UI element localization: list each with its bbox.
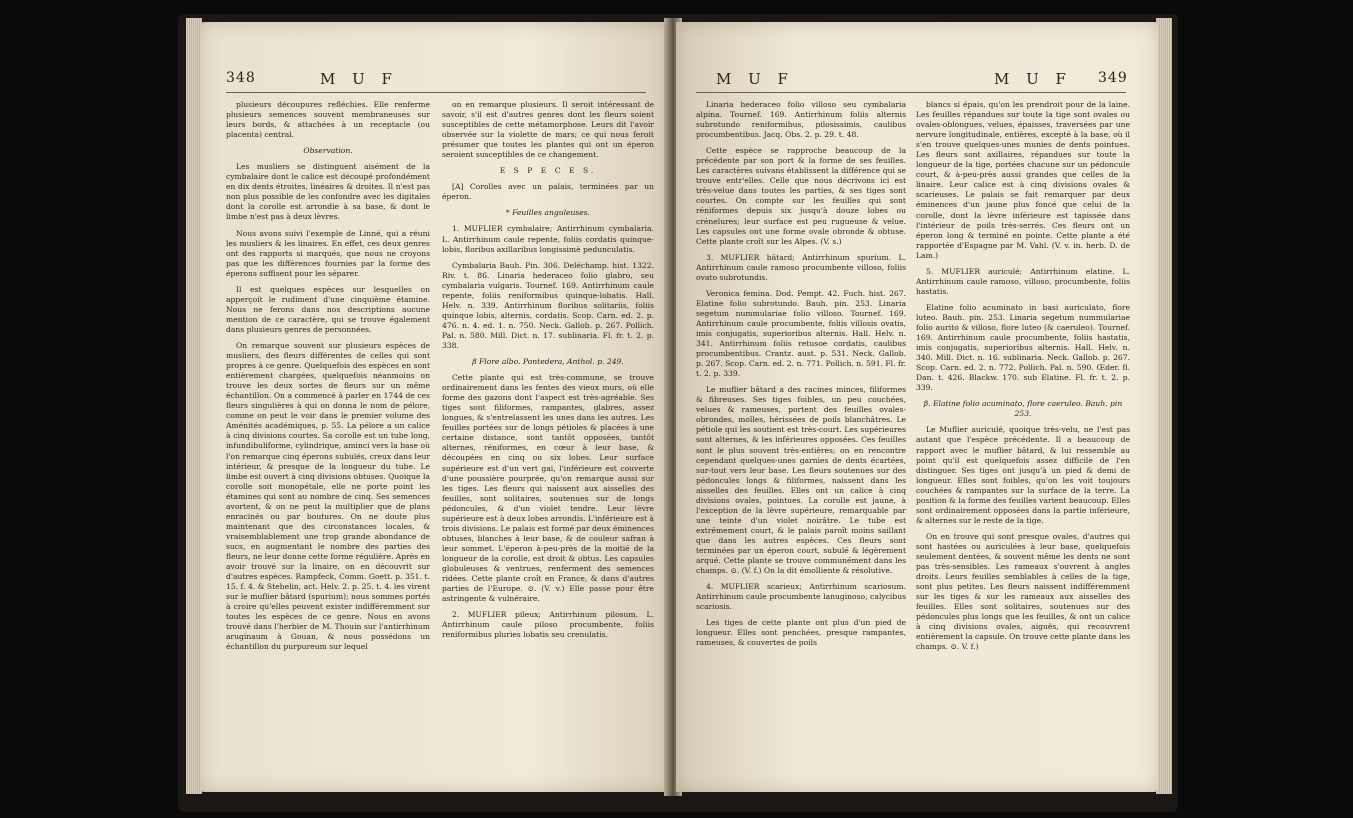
paragraph: Elatine folio acuminato in basi auriculato, flore luteo. Bauh. pin. 253. Linaria segetum nummulariae folio aurito & villoso, flore luteo (& caeruleo). Tournef. 169. Antirrhinum caule procumbente, foliis hastatis, imis conjugatis, superioribus alternis. Hall. Helv. n. 340. Mill. Dict. n. 16. sublinaria. Neck. Gallob. p. 267. Scop. Carn. ed. 2. n. 772. Pollich. Pal. n. 590. Œder. fl. Dan. t. 426. Blackw. 170. sub Elatine. Fl. fr. t. 2. p. 339. (916, 302, 1130, 393)
paragraph: 2. MUFLIER pileux; Antirrhinum pilosum. L. Antirrhinum caule piloso procumbente, foliis reniformibus pluries lobatis seu crenulatis. (442, 610, 654, 640)
paragraph: β. Elatine folio acuminato, flore caeruleo. Bauh. pin 253. (923, 399, 1123, 419)
paragraph: Le muflier bâtard a des racines minces, filiformes & fibreuses. Ses tiges foibles, un peu couchées, velues & rameuses, portent des feuilles ovales-obrondes, molles, hérissées de poils blanchâtres. Le pétiole qui les soutient est très-court. Les supérieures sont alternes, & les inférieures opposées. Ces feuilles sont le plus souvent très-entières; on en rencontre cependant quelques-unes garnies de dents écartées, sur-tout vers leur base. Les fleurs soutenues sur des pédoncules longs & filiformes, naissent dans les aisselles des feuilles. Elles ont un calice à cinq divisions ovales, pointues. La corolle est jaune, à l'exception de la lèvre supérieure, remarquable par une teinte d'un violet noirâtre. Le tube est extrêmement court, & le palais paroît moins saillant que dans les autres espèces. Ces fleurs sont terminées par un éperon court, subulé & légèrement arqué. Cette plante se trouve communément dans les champs. ⊙. (V. f.) On la dit émolliente & résolutive. (696, 385, 906, 576)
right-column-2 (916, 100, 1130, 780)
right-running-head-right: M U F (994, 70, 1072, 88)
left-page-number: 348 (226, 70, 256, 86)
paragraph: E S P E C E S. (499, 166, 597, 176)
left-header-rule (226, 92, 646, 93)
left-page (200, 22, 670, 792)
paragraph: Il est quelques espèces sur lesquelles on apperçoit le rudiment d'une cinquième étamine. Nous ne ferons dans nos descriptions aucune mention de ce caractère, qui se trouve également dans plusieurs genres de personnées. (226, 284, 430, 334)
paragraph: Cette espèce se rapproche beaucoup de la précédente par son port & la forme de ses feuilles. Les caractères suivans établissent la différence qui se trouve entr'elles. Celle que nous décrivons ici est très-velue dans toutes les parties, & ses tiges sont courtes. On compte sur les feuilles qui sont réniformes depuis six jusqu'à douze lobes ou crénelures; leur surface est peu rugueuse & velue. Les capsules ont une forme ovale obronde & obtuse. Cette plante croît sur les Alpes. (V. s.) (696, 146, 906, 246)
paragraph: Cette plante qui est très-commune, se trouve ordinairement dans les fentes des vieux murs, où elle forme des gazons dont l'aspect est très-agréable. Ses tiges sont filiformes, rampantes, glabres, assez longues, & s'entrelassent les unes dans les autres. Les feuilles portées sur de longs pétioles & placées à une certaine distance, sont tantôt opposées, tantôt alternes, réniformes, en cœur à leur base, & découpées en cinq ou six lobes. Leur surface supérieure est d'un vert gai, l'inférieure est couverte d'une poussière pourprée, qu'on remarque aussi sur les tiges. Les fleurs qui naissent aux aisselles des feuilles, sont solitaires, soutenues sur de longs pédoncules, & d'un violet tendre. Leur lèvre supérieure est à deux lobes arrondis. L'inférieure est à trois divisions. Le palais est formé par deux éminences obtuses, blanches à leur base, & de couleur safran à leur sommet. L'éperon à-peu-près de la moitié de la longueur de la corolle, est droit & obtus. Les capsules globuleuses & ventrues, renferment des semences ridées. Cette plante croît en France, & dans d'autres parties de l'Europe. ⊙. (V. v.) Elle passe pour être astringente & vulnéraire. (442, 373, 654, 604)
right-page-edges (1156, 18, 1172, 794)
paragraph: Les musliers se distinguent aisément de la cymbalaire dont le calice est découpé profondément en dix dents étroites, linéaires & droites. Il n'est pas non plus possible de les confondre avec les digitales dont la corolle est arrondie à sa base, & dont le limbe n'est pas à deux lèvres. (226, 162, 430, 222)
paragraph: 1. MUFLIER cymbalaire; Antirrhinum cymbalaria. L. Antirrhinum caule repente, foliis cordatis quinque-lobis, floribus axillaribus longissimè pedunculatis. (442, 224, 654, 254)
paragraph: Nous avons suivi l'exemple de Linné, qui a réuni les musliers & les linaires. En effet, ces deux genres ont des rapports si marqués, que nous ne croyons pas que les différences fournies par la forme des éperons suffisent pour les séparer. (226, 228, 430, 278)
left-running-head: M U F (320, 70, 398, 88)
paragraph: 4. MUFLIER scarieux; Antirrhinum scariosum. Antirrhinum caule procumbente lanuginoso, calycibus scariosis. (696, 582, 906, 612)
right-page-number: 349 (1098, 70, 1128, 86)
right-page (676, 22, 1158, 792)
left-column-1 (226, 100, 430, 780)
paragraph: blancs si épais, qu'on les prendroit pour de la laine. Les feuilles répandues sur toute la tige sont ovales ou ovales-oblongues, velues, épaisses, traversées par une nervure longitudinale, entières, excepté à la base, où il s'en trouve quelques-unes munies de dents pointues. Les fleurs sont axillaires, répandues sur toute la longueur de la tige, portées chacune sur un pédoncule court, & à-peu-près aussi grandes que celles de la linaire. Leur calice est à cinq divisions ovales & scarieuses. Le palais se fait remarquer par deux éminences d'un jaune plus foncé que celui de la corolle, dont la lèvre inférieure est tapissée dans l'intérieur de poils très-serrés. Ces fleurs ont un éperon long & terminé en pointe. Cette plante a été rapportée d'Espagne par M. Vahl. (V. v. in. herb. D. de Lam.) (916, 100, 1130, 260)
paragraph: Observation. (303, 146, 353, 156)
paragraph: plusieurs découpures refléchies. Elle renferme plusieurs semences souvent membraneuses sur leurs bords, & attachées à un receptacle (ou placenta) central. (226, 100, 430, 140)
paragraph: β Flore albo. Pontedera, Anthol. p. 249. (472, 357, 624, 367)
right-running-head-left: M U F (716, 70, 794, 88)
right-column-1 (696, 100, 906, 780)
paragraph: Cymbalaria Bauh. Pin. 306. Deléchamp. hist. 1322. Riv. t. 86. Linaria hederaceo folio glabro, seu cymbalaria vulgaris. Tournef. 169. Antirrhinum caule repente, foliis reniformibus quinque-lobatis. Hall. Helv. n. 339. Antirrhinum floribus solitariis, foliis quinque lobis, alternis, cordatis. Scop. Carn. ed. 2. p. 476. n. 4. ed. 1. n. 750. Neck. Gallob. p. 267. Pollich. Pal. n. 580. Mill. Dict. n. 17. sublinaria. Fl. fr. t. 2. p. 338. (442, 260, 654, 350)
paragraph: Linaria hederaceo folio villoso seu cymbalaria alpina. Tournef. 169. Antirrhinum foliis alternis subrotundo reniformibus, pilosissimis, caulibus procumbentibus. Jacq. Obs. 2. p. 29. t. 48. (696, 100, 906, 140)
paragraph: 3. MUFLIER bâtard; Antirrhinum spurium. L. Antirrhinum caule ramoso procumbente villoso, foliis ovato subrotundis. (696, 252, 906, 282)
paragraph: On remarque souvent sur plusieurs espèces de musliers, des fleurs différentes de celles qui sont propres à ce genre. Quelquefois des espèces en sont entièrement chargées, quelquefois néanmoins on trouve les deux sortes de fleurs sur un même échantillon. On a commencé à parler en 1744 de ces fleurs singulières à qui on donna le nom de pélore, comme on peut le voir dans le premier volume des Aménités académiques, p. 55. La pélore a un calice à cinq divisions courtes. Sa corolle est un tube long, infundibuliforme, cylindrique, aminci vers la base où l'on remarque cinq éperons subulés, creux dans leur intérieur, & presque de la longueur du tube. Le limbe est ouvert à cinq divisions obtuses. Quoique la corolle soit monopétale, elle ne porte point les étamines qui sont au nombre de cinq. Ses semences avortent, & on ne peut la multiplier que de plans enracinés ou par boutures. On ne doute plus maintenant que des circonstances locales, & vraisemblablement une trop grande abondance de sucs, en augmentant le nombre des parties des fleurs, ne leur donne cette forme régulière. Après en avoir trouvé sur la linaire, on en découvrit sur d'autres espèces. Rampfeck, Comm. Goett. p. 351. t. 15. f. 4. & Stehelin, act. Helv. 2. p. 25. t. 4. les virent sur le muflier bâtard (spurium); nous sommes portés à croire qu'elles peuvent exister indifféremment sur toutes les espèces de ce genre. Nous en avons trouvé dans l'herbier de M. Thouin sur l'antirrhinum aruginaum à Gouan, & nous possédons un échantillon du purpureum sur lequel (226, 340, 430, 652)
paragraph: Le Muflier auriculé, quoique très-velu, ne l'est pas autant que l'espèce précédente. Il a beaucoup de rapport avec le muflier bâtard, & lui ressemble au point qu'il est quelquefois assez difficile de l'en distinguer. Ses tiges ont jusqu'à un pied & demi de longueur. Elles sont foibles, qu'on les voit toujours couchées & rampantes sur la surface de la terre. La position & la forme des feuilles varient beaucoup. Elles sont ordinairement opposées dans la partie inférieure, & alternes sur le reste de la tige. (916, 425, 1130, 525)
paragraph: on en remarque plusieurs. Il seroit intéressant de savoir, s'il est d'autres genres dont les fleurs soient susceptibles de cette métamorphose. Leurs dit l'avoir observée sur la violette de mars; ce qui nous feroit présumer que toutes les plantes qui ont un éperon seroient susceptibles de ce changement. (442, 100, 654, 160)
paragraph: Veronica femina. Dod. Pempt. 42. Fuch. hist. 267. Elatine folio subrotundo. Bauh. pin. 253. Linaria segetum nummulariae folio villoso. Tournef. 169. Antirrhinum caule procumbente, foliis villosis ovatis, imis conjugatis, superioribus alternis. Hall. Helv. n. 341. Antirrhinum foliis retusoe cordatis, caulibus procumbentibus. Crantz. aust. p. 531. Neck. Gallob. p. 267. Scop. Carn. ed. 2. n. 771. Pollich. n. 591. Fl. fr. t. 2. p. 339. (696, 288, 906, 379)
paragraph: [A] Corolles avec un palais, terminées par un éperon. (442, 182, 654, 202)
paragraph: 5. MUFLIER auriculé; Antirrhinum elatine. L. Antirrhinum caule ramoso, villoso, procumbente, foliis hastatis. (916, 266, 1130, 296)
right-header-rule (696, 92, 1126, 93)
paragraph: * Feuilles anguleuses. (505, 208, 591, 218)
paragraph: Les tiges de cette plante ont plus d'un pied de longueur. Elles sont penchées, presque rampantes, rameuses, & couvertes de poils (696, 618, 906, 648)
paragraph: On en trouve qui sont presque ovales, d'autres qui sont hastées ou auriculées à leur base, quelquefois seulement dentées, & souvent même les dents ne sont pas très-sensibles. Les rameaux s'ouvrent à angles droits. Leurs feuilles semblables à celles de la tige, sont plus petites. Les fleurs naissent indifféremment sur les tiges & sur les rameaux aux aisselles des feuilles. Elles sont solitaires, soutenues sur des pédoncules plus longs que les feuilles, & ont un calice à cinq divisions ovales, aiguës, qui recouvrent entièrement la capsule. On trouve cette plante dans les champs. ⊙. V. f.) (916, 531, 1130, 652)
left-column-2 (442, 100, 654, 780)
